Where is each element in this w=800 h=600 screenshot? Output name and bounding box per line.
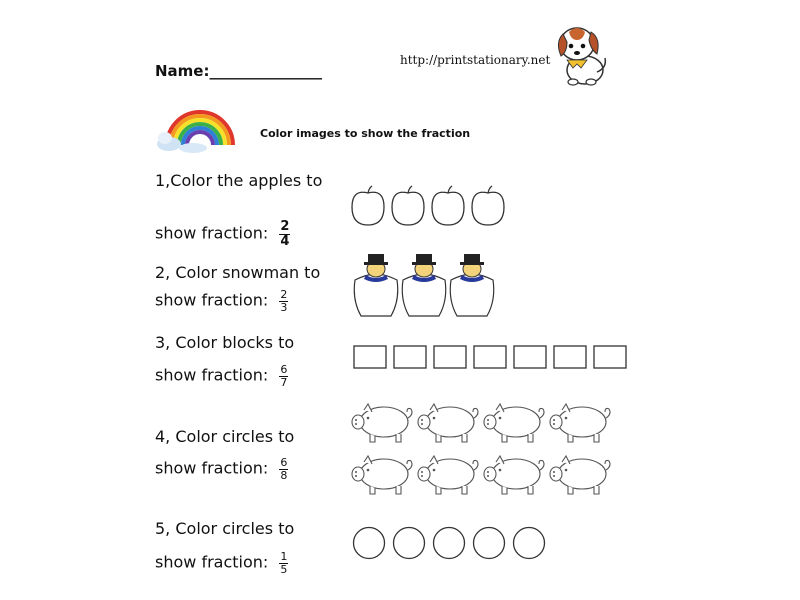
instruction-text: Color images to show the fraction — [260, 127, 471, 140]
pig-icon[interactable] — [418, 404, 478, 442]
question-2-line2 — [155, 289, 288, 313]
fraction-denominator: 7 — [280, 375, 288, 389]
block-icon[interactable] — [474, 346, 506, 368]
block-icon[interactable] — [514, 346, 546, 368]
fraction-numerator: 2 — [280, 219, 290, 234]
question-2-prompt: show fraction: — [155, 290, 269, 310]
question-3-prompt: show fraction: — [155, 365, 269, 385]
circle-icon[interactable] — [394, 528, 425, 559]
pig-icon[interactable] — [550, 404, 610, 442]
circle-icon[interactable] — [474, 528, 505, 559]
snowman-icon[interactable] — [354, 254, 398, 316]
question-3-line1: 3, Color blocks to — [155, 333, 295, 352]
block-icon[interactable] — [354, 346, 386, 368]
fraction-denominator: 4 — [280, 233, 290, 249]
fraction-denominator: 5 — [280, 562, 288, 576]
question-4-prompt: show fraction: — [155, 458, 269, 478]
pig-icon[interactable] — [352, 456, 412, 494]
question-5-line1: 5, Color circles to — [155, 519, 295, 538]
fraction-numerator: 6 — [280, 363, 288, 376]
apple-icon[interactable] — [392, 186, 424, 225]
fraction-numerator: 6 — [280, 456, 288, 469]
circles-row — [352, 526, 552, 562]
pig-icon[interactable] — [418, 456, 478, 494]
block-icon[interactable] — [434, 346, 466, 368]
block-icon[interactable] — [594, 346, 626, 368]
fraction-2-3 — [279, 289, 288, 313]
fraction-denominator: 3 — [280, 300, 288, 314]
circle-icon[interactable] — [434, 528, 465, 559]
fraction-6-7 — [279, 364, 288, 388]
pig-icon[interactable] — [484, 456, 544, 494]
apple-icon[interactable] — [472, 186, 504, 225]
circle-icon[interactable] — [514, 528, 545, 559]
puppy-logo-icon — [553, 20, 613, 90]
block-icon[interactable] — [394, 346, 426, 368]
question-1-line2 — [155, 220, 290, 248]
snowman-icon[interactable] — [402, 254, 446, 316]
website-url: http://printstationary.net — [400, 53, 551, 67]
snowman-icon[interactable] — [450, 254, 494, 316]
pig-icon[interactable] — [484, 404, 544, 442]
pig-icon[interactable] — [550, 456, 610, 494]
fraction-numerator: 2 — [280, 288, 288, 301]
question-2-line1: 2, Color snowman to — [155, 263, 321, 282]
question-1-line1: 1,Color the apples to — [155, 171, 323, 190]
pigs-grid — [348, 398, 618, 503]
snowmen-row — [350, 252, 500, 322]
question-5-prompt: show fraction: — [155, 552, 269, 572]
block-icon[interactable] — [554, 346, 586, 368]
fraction-2-4 — [279, 220, 290, 248]
fraction-1-5 — [279, 551, 288, 575]
apple-icon[interactable] — [432, 186, 464, 225]
pig-icon[interactable] — [352, 404, 412, 442]
blocks-row — [354, 346, 634, 370]
rainbow-icon — [155, 100, 245, 155]
question-4-line2 — [155, 457, 288, 481]
question-3-line2 — [155, 364, 288, 388]
apples-row — [350, 185, 520, 230]
fraction-numerator: 1 — [280, 550, 288, 563]
question-5-line2 — [155, 551, 288, 575]
name-field-label: Name:_______________ — [155, 62, 322, 80]
question-1-prompt: show fraction: — [155, 223, 269, 243]
fraction-6-8 — [279, 457, 288, 481]
question-4-line1: 4, Color circles to — [155, 427, 295, 446]
apple-icon[interactable] — [352, 186, 384, 225]
circle-icon[interactable] — [354, 528, 385, 559]
fraction-denominator: 8 — [280, 468, 288, 482]
